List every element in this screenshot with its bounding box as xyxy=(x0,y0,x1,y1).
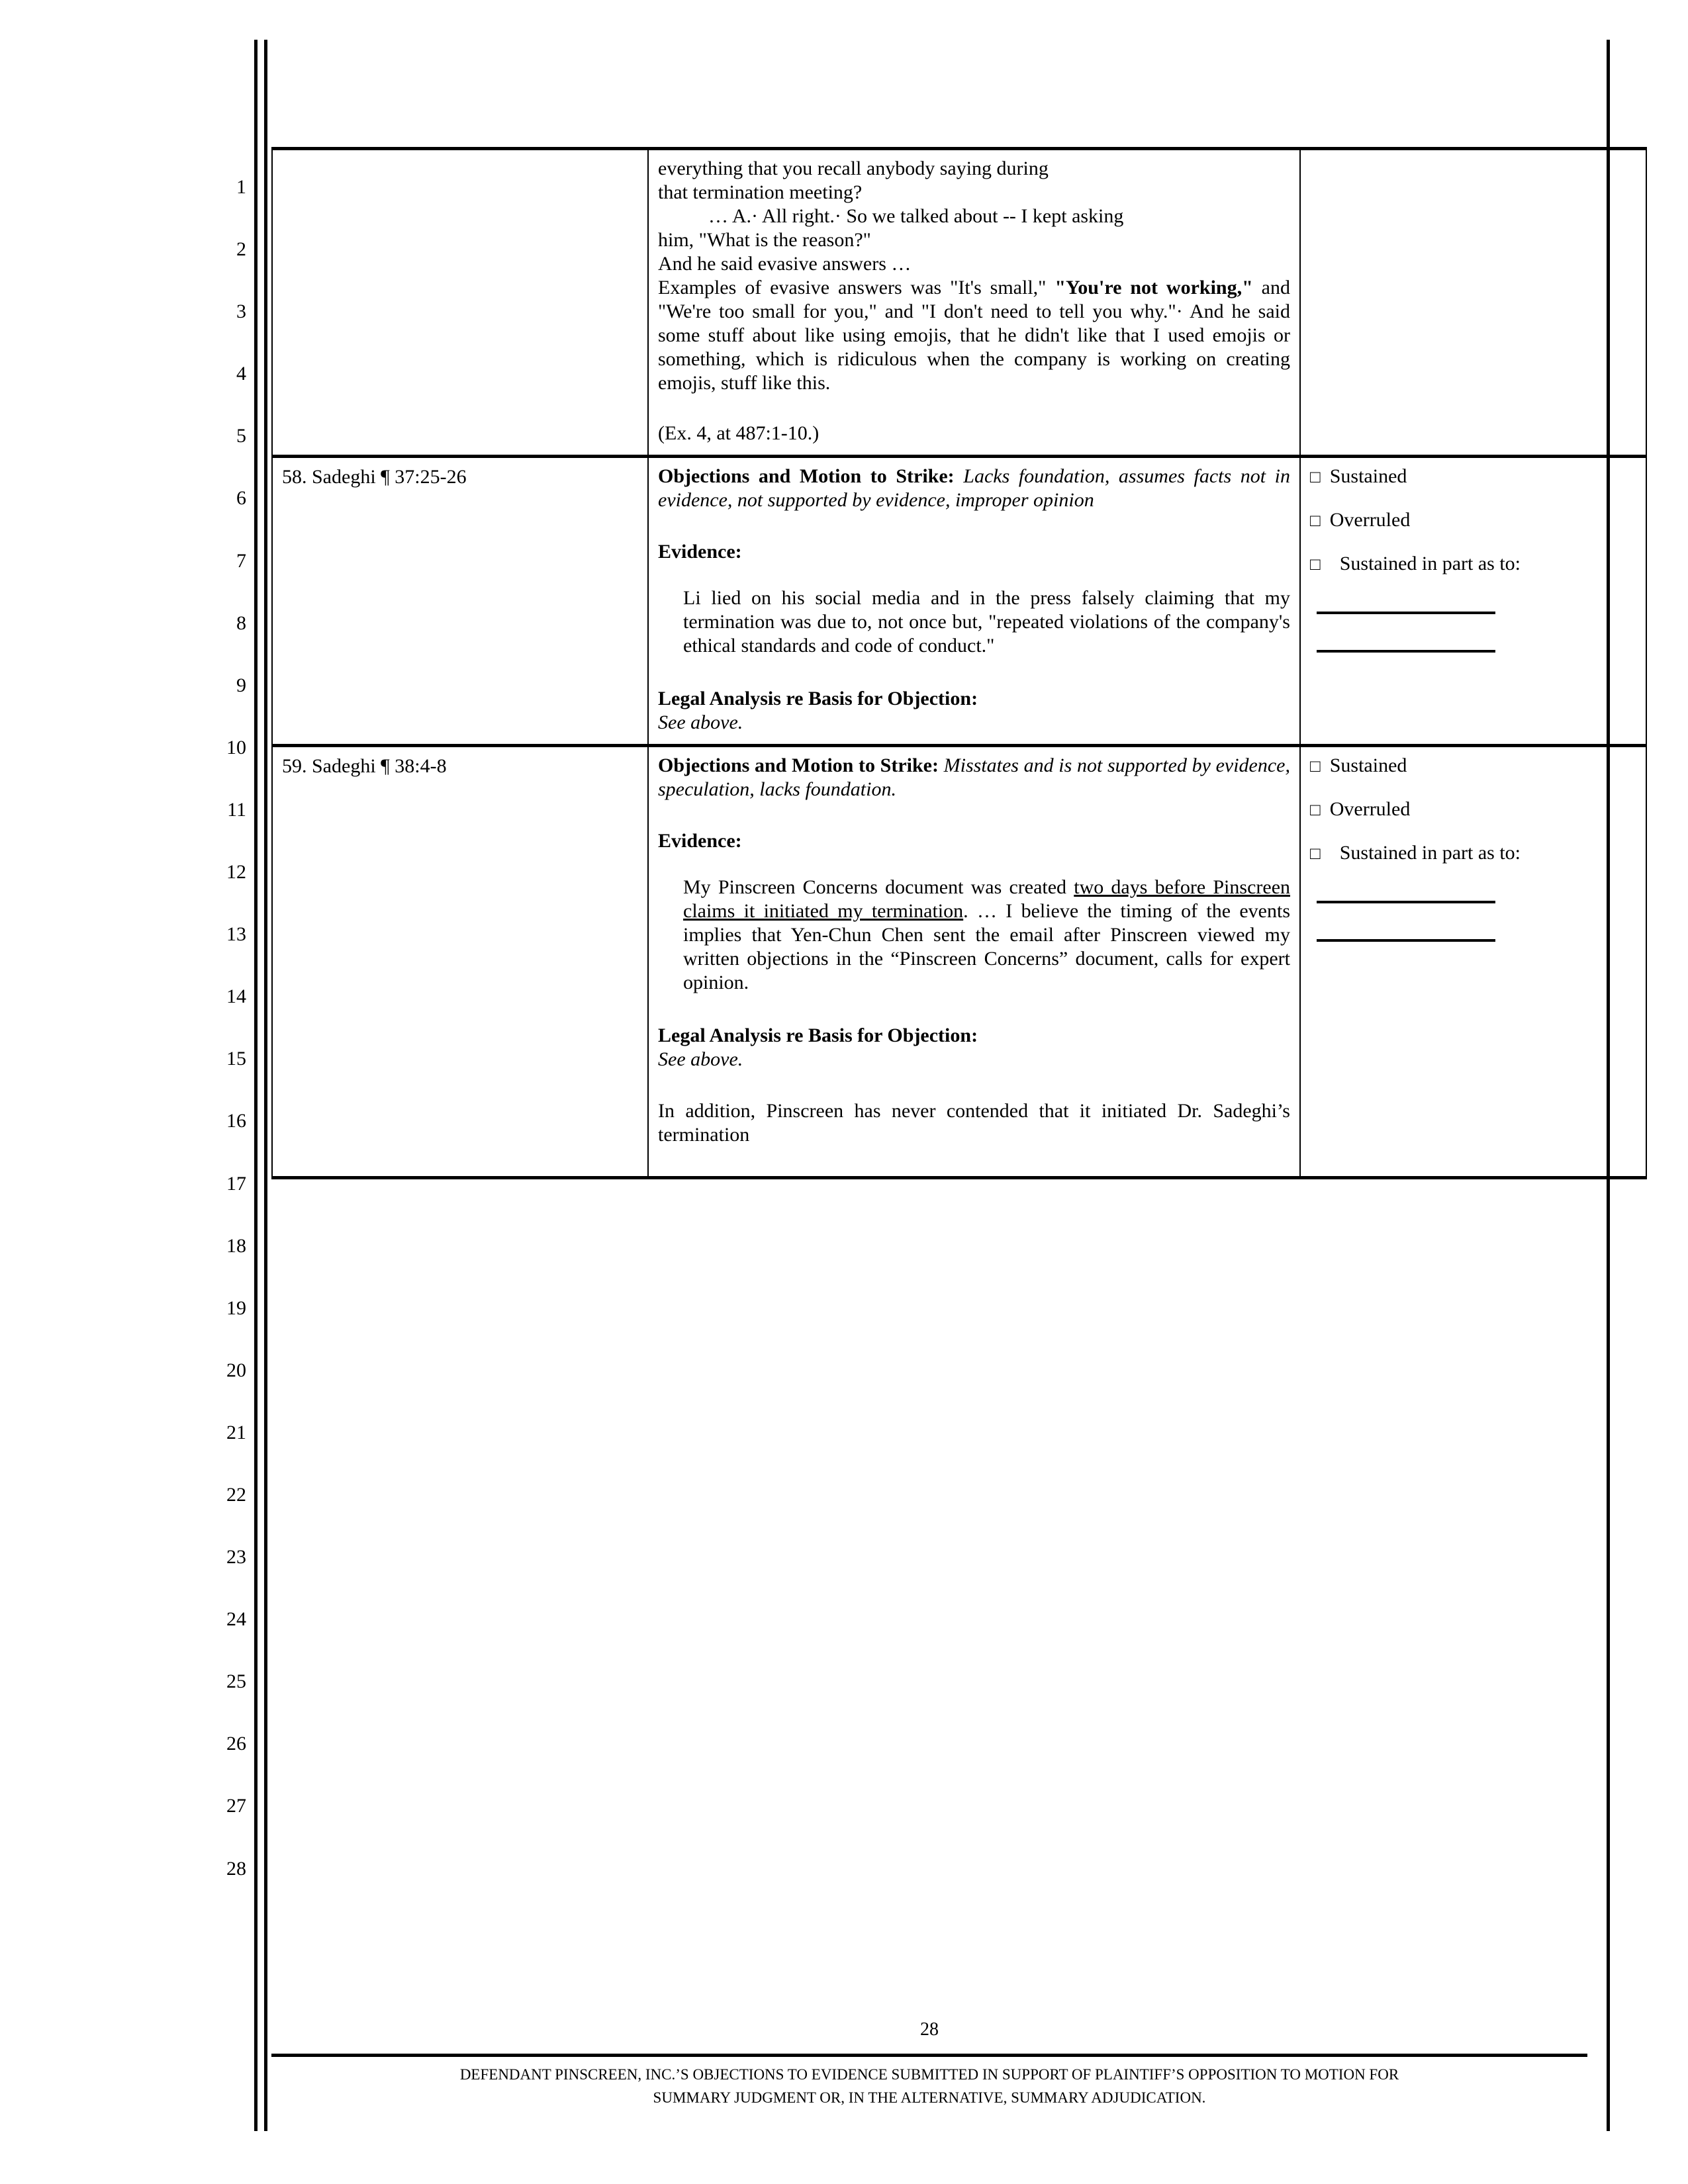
ruling-option-sustained-in-part[interactable] xyxy=(1310,552,1636,576)
deposition-line: that termination meeting? xyxy=(658,181,863,203)
evidence-quote: Li lied on his social media and in the press falsely claiming that my termination was due to, not once but, "repeated violations of the company's ethical standards and code of conduct." xyxy=(683,587,1290,657)
ruling-option-label: Overruled xyxy=(1329,798,1411,820)
evidence-cell xyxy=(648,457,1300,746)
objections-label: Objections and Motion to Strike: xyxy=(658,465,955,487)
pleading-margin-rule-outer xyxy=(254,40,258,2131)
line-number: 16 xyxy=(226,1110,246,1132)
evidence-text-plain: . … I believe the timing of the events implies that Yen-Chun Chen sent the email after Pinscreen viewed my written objections in the “Pinscreen Concerns” document, calls for expert opinion. xyxy=(683,900,1290,993)
line-number: 10 xyxy=(226,736,246,758)
line-number: 28 xyxy=(226,1857,246,1880)
evidence-cell xyxy=(648,746,1300,1178)
deposition-text-emphasized: "You're not working," xyxy=(1055,277,1253,298)
line-number: 11 xyxy=(227,798,246,821)
line-number: 20 xyxy=(226,1359,246,1381)
legal-analysis-text: See above. xyxy=(658,1048,743,1070)
ruling-cell xyxy=(1300,457,1646,746)
evidence-text-plain: My Pinscreen Concerns document was created xyxy=(683,876,1074,898)
checkbox-icon[interactable]: □ xyxy=(1310,800,1321,819)
ruling-option-label: Sustained xyxy=(1329,754,1407,776)
deposition-continuation xyxy=(658,276,1290,395)
checkbox-icon[interactable]: □ xyxy=(1310,555,1321,574)
objections-table xyxy=(271,147,1647,1179)
evidence-text-underlined: two days before Pinscreen claims it initiated my termination xyxy=(683,876,1291,922)
deposition-line: him, "What is the reason?" xyxy=(658,229,871,251)
line-number: 5 xyxy=(236,425,246,447)
page-number: 28 xyxy=(920,2019,939,2040)
checkbox-icon[interactable]: □ xyxy=(1310,844,1321,863)
ruling-option-label: Overruled xyxy=(1329,509,1411,531)
legal-analysis-text: See above. xyxy=(658,711,743,733)
line-number: 4 xyxy=(236,363,246,385)
line-number: 7 xyxy=(236,549,246,572)
table-row xyxy=(272,746,1646,1178)
ruling-options-group xyxy=(1310,465,1636,653)
line-number-column xyxy=(199,156,246,1900)
line-number: 3 xyxy=(236,300,246,323)
checkbox-icon[interactable]: □ xyxy=(1310,756,1321,776)
checkbox-icon[interactable]: □ xyxy=(1310,511,1321,530)
deposition-line: And he said evasive answers … xyxy=(658,253,912,275)
ruling-options-group xyxy=(1310,754,1636,942)
ruling-option-overruled[interactable] xyxy=(1310,797,1636,821)
objections-paragraph xyxy=(658,465,1290,512)
legal-analysis-label: Legal Analysis re Basis for Objection: xyxy=(658,688,978,709)
citation-cell xyxy=(272,149,648,457)
objection-grounds: Lacks foundation, assumes facts not in evidence, not supported by evidence, improper opinion xyxy=(658,465,1291,511)
deposition-line: … A.· All right.· So we talked about -- I kept asking xyxy=(708,205,1124,227)
checkbox-icon[interactable]: □ xyxy=(1310,467,1321,486)
deposition-line: everything that you recall anybody saying during xyxy=(658,158,1049,179)
line-number: 6 xyxy=(236,487,246,510)
line-number: 27 xyxy=(226,1795,246,1817)
citation-text: 59. Sadeghi ¶ 38:4-8 xyxy=(282,755,447,777)
ruling-option-overruled[interactable] xyxy=(1310,508,1636,532)
line-number: 15 xyxy=(226,1048,246,1070)
footer-caption-line-1: DEFENDANT PINSCREEN, INC.’S OBJECTIONS TO EVIDENCE SUBMITTED IN SUPPORT OF PLAINTIFF’S OPPOSITION TO MOTION FOR xyxy=(459,2066,1399,2083)
citation-cell xyxy=(272,746,648,1178)
footer-divider xyxy=(271,2054,1587,2057)
line-number: 2 xyxy=(236,238,246,261)
ruling-option-label: Sustained xyxy=(1329,465,1407,487)
table-row xyxy=(272,149,1646,457)
line-number: 25 xyxy=(226,1670,246,1693)
line-number: 18 xyxy=(226,1234,246,1257)
legal-analysis-label: Legal Analysis re Basis for Objection: xyxy=(658,1024,978,1046)
citation-text: 58. Sadeghi ¶ 37:25-26 xyxy=(282,466,467,488)
objection-grounds: Misstates and is not supported by evidence, speculation, lacks foundation. xyxy=(658,754,1291,800)
deposition-excerpt xyxy=(658,157,1290,445)
table-row xyxy=(272,457,1646,746)
ruling-writein-line[interactable] xyxy=(1317,939,1495,942)
line-number: 9 xyxy=(236,674,246,696)
objections-label: Objections and Motion to Strike: xyxy=(658,754,939,776)
ruling-writein-line[interactable] xyxy=(1317,612,1495,614)
ruling-option-sustained[interactable] xyxy=(1310,754,1636,778)
line-number: 13 xyxy=(226,923,246,946)
ruling-cell xyxy=(1300,149,1646,457)
ruling-option-sustained[interactable] xyxy=(1310,465,1636,488)
line-number: 24 xyxy=(226,1608,246,1631)
evidence-label: Evidence: xyxy=(658,830,742,852)
footer-caption-line-2: SUMMARY JUDGMENT OR, IN THE ALTERNATIVE, SUMMARY ADJUDICATION. xyxy=(653,2089,1206,2106)
ruling-writein-line[interactable] xyxy=(1317,650,1495,653)
line-number: 23 xyxy=(226,1546,246,1569)
ruling-option-label: Sustained in part as to: xyxy=(1339,553,1521,574)
deposition-text-plain: Examples of evasive answers was "It's small," xyxy=(658,277,1055,298)
line-number: 26 xyxy=(226,1733,246,1755)
footer-caption xyxy=(271,2064,1587,2109)
line-number: 19 xyxy=(226,1297,246,1319)
ruling-option-sustained-in-part[interactable] xyxy=(1310,841,1636,865)
objections-paragraph xyxy=(658,754,1290,801)
exhibit-citation: (Ex. 4, at 487:1-10.) xyxy=(658,422,820,444)
line-number: 12 xyxy=(226,861,246,884)
line-number: 17 xyxy=(226,1172,246,1195)
pleading-margin-rule-inner xyxy=(264,40,267,2131)
line-number: 14 xyxy=(226,985,246,1008)
deposition-text-plain: and "We're too small for you," and "I don't need to tell you why."· And he said some stuff about like using emojis, that he didn't like that I used emojis or something, which is ridiculous when the company is working on creating emojis, stuff like this. xyxy=(658,277,1290,394)
additional-analysis-paragraph: In addition, Pinscreen has never contended that it initiated Dr. Sadeghi’s termination xyxy=(658,1100,1290,1146)
ruling-cell xyxy=(1300,746,1646,1178)
line-number: 21 xyxy=(226,1421,246,1443)
line-number: 8 xyxy=(236,612,246,634)
ruling-option-label: Sustained in part as to: xyxy=(1339,842,1521,864)
ruling-writein-line[interactable] xyxy=(1317,901,1495,903)
line-number: 22 xyxy=(226,1483,246,1506)
evidence-quote xyxy=(683,876,1290,995)
evidence-label: Evidence: xyxy=(658,541,742,563)
citation-cell xyxy=(272,457,648,746)
evidence-cell xyxy=(648,149,1300,457)
line-number: 1 xyxy=(236,176,246,198)
